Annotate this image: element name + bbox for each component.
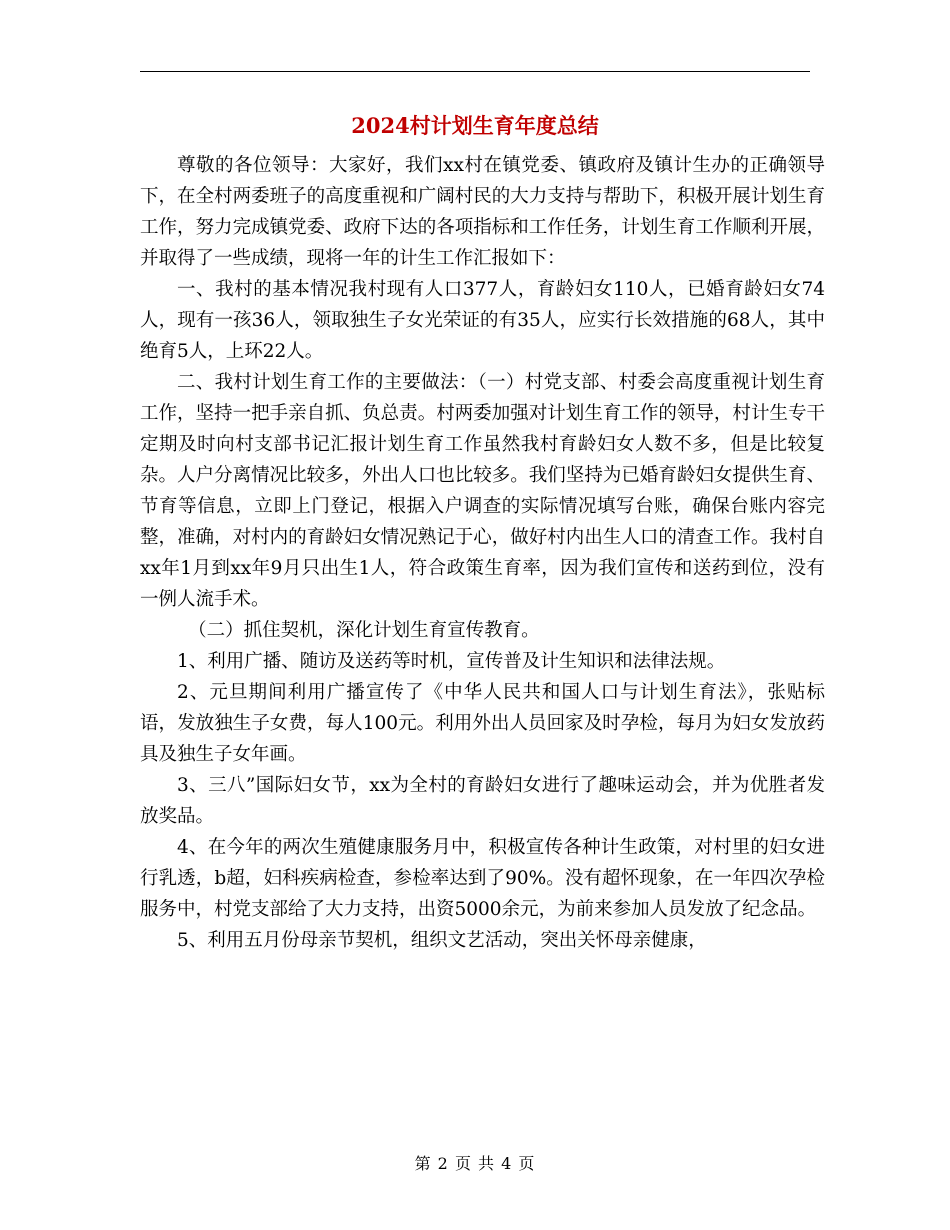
- page-number-footer: 第 2 页 共 4 页: [414, 1154, 536, 1173]
- paragraph-basic-info: 一、我村的基本情况我村现有人口377人，育龄妇女110人，已婚育龄妇女74人，现有一孩36人，领取独生子女光荣证的有35人，应实行长效措施的68人，其中绝育5人，上环22人。: [140, 279, 825, 362]
- paragraph-subheading-publicity: （二）抓住契机，深化计划生育宣传教育。: [188, 620, 540, 641]
- paragraph-item-2: 2、元旦期间利用广播宣传了《中华人民共和国人口与计划生育法》，张贴标语，发放独生子女费，每人100元。利用外出人员回家及时孕检，每月为妇女发放药具及独生子女年画。: [140, 682, 825, 765]
- document-body: [140, 150, 825, 956]
- document-title: 2024村计划生育年度总结: [351, 113, 599, 138]
- paragraph-main-practices: 二、我村计划生育工作的主要做法：（一）村党支部、村委会高度重视计划生育工作，坚持一把手亲自抓、负总责。村两委加强对计划生育工作的领导，村计生专干定期及时向村支部书记汇报计划生育工作虽然我村育龄妇女人数不多，但是比较复杂。人户分离情况比较多，外出人口也比较多。我们坚持为已婚育龄妇女提供生育、节育等信息，立即上门登记，根据入户调查的实际情况填写台账，确保台账内容完整，准确，对村内的育龄妇女情况熟记于心，做好村内出生人口的清查工作。我村自xx年1月到xx年9月只出生1人，符合政策生育率，因为我们宣传和送药到位，没有一例人流手术。: [140, 372, 825, 610]
- paragraph-item-1: 1、利用广播、随访及送药等时机，宣传普及计生知识和法律法规。: [177, 651, 726, 672]
- header-rule: [140, 71, 810, 72]
- paragraph-item-5: 5、利用五月份母亲节契机，组织文艺活动，突出关怀母亲健康，: [177, 930, 707, 951]
- paragraph-greeting: 尊敬的各位领导：大家好，我们xx村在镇党委、镇政府及镇计生办的正确领导下，在全村两委班子的高度重视和广阔村民的大力支持与帮助下，积极开展计划生育工作，努力完成镇党委、政府下达的各项指标和工作任务，计划生育工作顺利开展，并取得了一些成绩，现将一年的计生工作汇报如下：: [140, 155, 825, 269]
- paragraph-item-4: 4、在今年的两次生殖健康服务月中，积极宣传各种计生政策，对村里的妇女进行乳透，b超，妇科疾病检查，参检率达到了90%。没有超怀现象，在一年四次孕检服务中，村党支部给了大力支持，出资5000余元，为前来参加人员发放了纪念品。: [140, 837, 825, 920]
- paragraph-item-3: 3、三八”国际妇女节，xx为全村的育龄妇女进行了趣味运动会，并为优胜者发放奖品。: [140, 775, 825, 827]
